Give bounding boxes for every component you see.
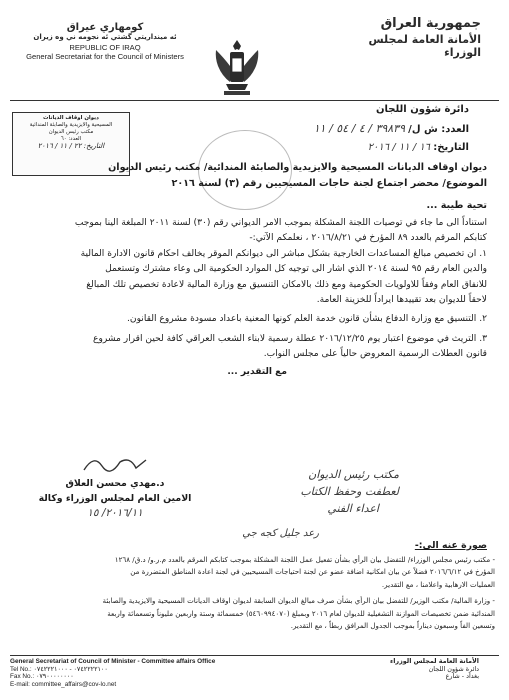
body-item-3-line-2: قانون العطلات الرسمية المعروض حالياً على مجلس النواب.	[263, 349, 487, 360]
footer-en-line-1: General Secretariat of Council of Minister - Committee affairs Office	[10, 658, 216, 665]
subject-line: الموضوع/ محضر اجتماع لجنة حاجات المسيحيين رقم (٣) لسنة ٢٠١٦	[171, 178, 487, 189]
body-item-1-line-4: لاحقاً للديوان بعد تقييدها ايراداً للخزينة العامة.	[316, 295, 487, 306]
closing: مع التقدير ...	[227, 366, 287, 377]
letterhead-secretariat-ku: ئه مينداريتي گشتي ئه نجومه ني وه زيران	[33, 33, 177, 41]
letterhead-country-ku: كومهاري عيراق	[66, 22, 144, 33]
greeting: تحية طيبة ...	[426, 200, 487, 211]
footer-en	[10, 658, 250, 688]
iraq-eagle-emblem-icon	[212, 36, 262, 98]
signatory-title: الامين العام لمجلس الوزراء وكالة	[38, 493, 192, 504]
footer-ar-line-2: دائرة شؤون اللجان	[428, 664, 479, 673]
copies-list	[9, 554, 495, 632]
handwritten-note-line-3: اعداء الفني	[327, 502, 379, 515]
handwritten-note	[239, 466, 399, 517]
footer-ar	[329, 658, 479, 681]
copy-1-line-3: العمليات الارهابية واعلامنا ، مع التقدير.	[381, 579, 495, 589]
letter-date-value: ١٦ / ١١ / ٢٠١٦	[367, 142, 431, 153]
footer-en-line-3: Fax No.: ٠٧٩٠٠٠٠٠٠٠٠	[10, 673, 74, 681]
footer-ar-line-1: الأمانة العامة لمجلس الوزراء	[389, 657, 479, 665]
addressee: ديوان اوقاف الديانات المسيحية والايزيدية والصابئة المندائية/ مكتب رئيس الديوان	[108, 162, 487, 173]
footer-divider	[10, 655, 499, 656]
department-name: دائرة شؤون اللجان	[375, 104, 469, 115]
letterhead-country-en: REPUBLIC OF IRAQ	[69, 43, 141, 52]
header-divider	[10, 100, 499, 101]
body-intro-line-1: استناداً الى ما جاء في توصيات اللجنة المشكلة بموجب الامر الديواني رقم (٣٠) لسنة ٢٠١١ المبلغة الينا بموجب	[74, 218, 487, 228]
handwritten-signature-icon	[80, 450, 150, 476]
copy-2-line-1: - وزارة المالية/ مكتب الوزير/ للتفضل بيان الرأي بشأن صرف مبالغ الديوان السابقة لديوان اوقاف الديانات المسيحية والايزيدية والصابئة	[102, 596, 495, 606]
handwritten-note-line-2: لعطفت وحفظ الكتاب	[300, 485, 399, 498]
footer-en-line-4: E-mail: committee_affairs@cov-lo.net	[10, 680, 117, 688]
stamp-line-4: العدد: ٦٠	[60, 136, 82, 142]
stamp-line-1: ديوان اوقاف الديانات	[43, 115, 99, 121]
letterhead-right	[361, 16, 481, 59]
reference-number-label: العدد: ش ل/	[408, 124, 469, 135]
footer-ar-line-3: بغداد - شارع	[445, 672, 479, 681]
footer-en-line-2: Tel No.: ٠٧٤٢٢٢٢١٠٠ - ٠٧٤٢٢٢١٠٠٠	[10, 665, 108, 673]
body-item-1-line-2: والدين العام رقم ٩٥ لسنة ٢٠١٤ الذي اشار الى توجيه كل الموارد الحكومية الى وعاء مشترك وتستعمل	[105, 264, 487, 275]
body-intro-line-2: كتابكم المرقم بالعدد ٨٩ المؤرخ في ٢٠١٦/٨/٢١ ، نعلمكم الآتي:-	[249, 233, 487, 244]
signature-date: ٢٠١٦/١١/ ١٥	[87, 507, 143, 519]
letter-body	[19, 216, 487, 380]
signature-block	[30, 450, 200, 521]
body-item-2: ٢. التنسيق مع وزارة الدفاع بشأن قانون خدمة العلم كونها المعنية باعداد مسودة مشروع القانون.	[127, 314, 487, 325]
letterhead-secretariat-ar: الأمانة العامة لمجلس الوزراء	[368, 33, 481, 59]
signatory-name: د.مهدي محسن العلاق	[65, 478, 165, 489]
letter-date-label: التاريخ:	[433, 142, 469, 153]
stamp-line-3: مكتب رئيس الديوان	[48, 129, 94, 135]
copies-heading: صورة عنه الى:-	[414, 540, 487, 551]
handwritten-note-line-1: مكتب رئيس الديوان	[308, 468, 399, 481]
handwritten-note-signer: رعد جليل كجه جي	[242, 528, 319, 539]
copy-2-line-2: المندائية ضمن تخصيصات الموازنة التشغيلية للديوان لعام ٢٠١٦ وبمبلغ (٥٤٦٠٩٩٤٠٧٠) خمسمائة وستة واربعين مليوناً وتسعمائة واربعة	[107, 608, 495, 618]
reference-number-value: ٣٩٨٣٩ / ٤ / ٥٤ / ١١	[313, 122, 405, 135]
letterhead-country-ar: جمهورية العراق	[380, 16, 481, 31]
stamp-line-2: المسيحية والايزيدية والصابئة المندائية	[29, 122, 113, 128]
copy-1-line-1: - مكتب رئيس مجلس الوزراء/ للتفضل بيان الرأي بشأن تفعيل عمل اللجنة المشكلة بموجب كتابكم المرقم بالعدد م.ر.و/ د.ق/ ١٢٦٨	[114, 555, 495, 564]
copy-2-line-3: وتسعين الفاً وسبعون ديناراً بموجب الجدول المرافق ربطاً ، مع التقدير.	[290, 621, 495, 631]
letterhead-secretariat-en: General Secretariat for the Council of Ministers	[26, 52, 184, 61]
copy-1-line-2: المؤرخ في ٢٠١٦/٦/١٢ فضلاً عن بيان امكانية اضافة عضو عن لجنة احتياجات المسيحيين في لجنة اعادة المناطق المتضررة من	[130, 567, 495, 577]
body-item-1-line-1: ١. ان تخصيص مبالغ المساعدات الخارجية بشكل مباشر الى ديوانكم الموقر يخالف احكام قانون الادارة المالية	[80, 248, 487, 259]
letterhead-left	[10, 22, 200, 61]
stamp-line-5: التاريخ: ٢٢ / ١١ / ٢٠١٦	[37, 142, 105, 150]
body-item-1-line-3: للانفاق العام وفقاً للاولويات الحكومية ومع ذلك بالامكان التنسيق مع وزارة المالية لاعادة تخصيص تلك المبالغ	[86, 279, 487, 290]
letter-date	[269, 142, 469, 153]
body-item-3-line-1: ٣. التريث في موضوع اعتبار يوم ٢٠١٦/١٢/٢٥ عطلة رسمية لابناء الشعب العراقي كافة لحين اقرار مشروع	[93, 333, 487, 344]
